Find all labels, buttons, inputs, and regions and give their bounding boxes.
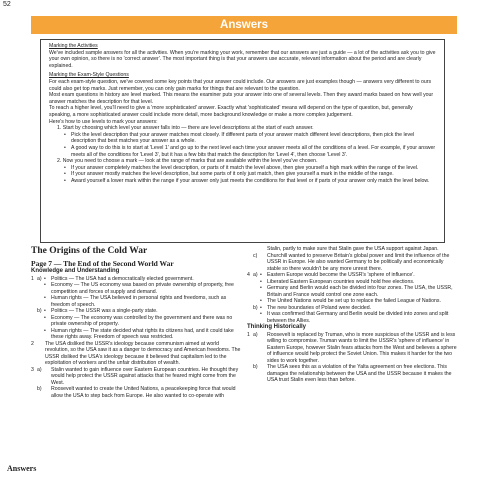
question-letter: b) [37,386,42,392]
question-number: 3 [31,366,34,373]
answers-banner: Answers [31,16,457,34]
answer-text: Stalin wanted to gain influence over Eastern European countries. He thought they would help protect the USSR against attacks that he feared might come from the West. [51,366,239,386]
exam-paragraph-2: Most exam questions in history are level marked. This means the examiner puts your answer into one of several levels. Then they award marks based on how well your answer matches the description for that level. [49,92,434,105]
list-item: • Human rights — The state decided what rights its citizens had, and it could take these rights away. Freedom of speech was restricted. [31,328,241,341]
step-2-bullet: • Award yourself a lower mark within the range if your answer only just meets the conditions for that level or if parts of your answer only match the level below. [71,178,436,185]
section-title: The Origins of the Cold War [31,246,148,256]
list-item: • Human rights — The USA believed in personal rights and freedoms, such as freedom of speech. [31,295,241,308]
question-letter: b) [253,304,258,311]
step-2-bullet: • If your answer completely matches the level description, or parts of it match the level above, then give yourself a high mark within the range of the level. [71,165,436,172]
marking-exam-heading: Marking the Exam-Style Questions [49,72,129,79]
step-2: 2. Now you need to choose a mark — look at the range of marks that are available within the level you've chosen. [57,158,318,165]
thinking-historically-heading: Thinking Historically [247,324,307,330]
answer-text: Stalin, partly to make sure that Stalin gave the USA support against Japan. [267,246,439,252]
marking-activities-heading: Marking the Activities [49,43,98,49]
question-3c [247,253,457,273]
step-1-bullet: • Pick the level description that your answer matches most closely. If different parts of your answer match different level descriptions, then pick the level description that best matches your answer as a whole. [71,132,436,145]
step-1-bullet: • A good way to do this is to start at 'Level 1' and go up to the next level each time your answer meets all of the conditions of a level. For example, if your answer meets all of the conditions for 'Level 3', but it has a few bits that match the description for 'Level 4', then choose 'Level 3'. [71,145,436,158]
left-column [31,246,241,399]
marking-guidance-box [40,39,445,243]
marking-activities-text: We've included sample answers for all the activities. When you're marking your work, remember that our answers are just a guide — a lot of the activities ask you to give your own opinion, so there is no 'correct answer'. The most important thing is that your answers use accurate, relevant information about the period and are clearly explained. [49,49,436,69]
question-letter: a) [253,272,258,278]
step-1: 1. Start by choosing which level your answer falls into — there are level descriptions at the start of each answer. [57,125,314,132]
right-column [247,246,457,384]
list-item: • The United Nations would be set up to replace the failed League of Nations. [247,298,457,305]
list-item: • The new boundaries of Poland were decided. [247,305,457,312]
question-letter: b) [253,364,258,370]
list-item: • Liberated Eastern European countries would hold free elections. [247,279,457,286]
list-item: • It was confirmed that Germany and Berlin would be divided into zones and split between the Allies. [247,311,457,324]
question-number: 1 [247,331,250,338]
answer-text: Churchill wanted to preserve Britain's global power and limit the influence of the USSR in Europe. He also wanted Germany to be politically and economically stable so there wouldn't be any more unrest there. [267,252,450,272]
question-3b [31,386,241,399]
question-2 [31,341,241,367]
question-number: 1 [31,275,34,282]
answer-text: The USA sees this as a violation of the Yalta agreement on free elections. This damages the relationship between the USA and the USSR because it makes the USA trust Stalin even less than before. [267,364,452,383]
question-th-1b [247,364,457,384]
knowledge-heading: Knowledge and Understanding [31,268,120,274]
question-3a [31,367,241,387]
answer-text: The USA disliked the USSR's ideology because communism aimed at world revolution, so the USA saw it as a danger to democracy and American freedoms. The USSR disliked the USA's ideology because it believed that capitalism led to the exploitation of workers and the unfair distribution of wealth. [45,340,241,366]
question-th-1a [247,332,457,365]
answer-text: Roosevelt is replaced by Truman, who is more suspicious of the USSR and is less willing to compromise. Truman wants to limit the USSR's 'sphere of influence' in Eastern Europe, however Stalin fears attacks from the West and believes a sphere of influence would help protect the Soviet Union. This makes it harder for the two sides to work together. [267,331,457,364]
step-2-bullet: • If your answer mostly matches the level description, but some parts of it only just match, then give yourself a mark in the middle of the range. [71,171,436,178]
question-number: 2 [31,340,34,347]
answer-text: Roosevelt wanted to create the United Nations, a peacekeeping force that would allow the USA to step back from Europe. He also wanted to co-operate with [51,386,236,399]
exam-paragraph-1: For each exam-style question, we've covered some key points that your answer could include. Our answers are just examples though — answers very different to ours could also get top marks. Just remember, you can only gain marks for things that are relevant to the question. [49,78,432,92]
list-item: • Economy — The economy was controlled by the government and there was no private ownership of property. [31,315,241,328]
exam-paragraph-4: Here's how to use levels to mark your answers: [49,118,158,125]
list-item: • Germany and Berlin would each be divided into four zones. The USA, the USSR, Britain and France would control one zone each. [247,285,457,298]
question-letter: c) [253,252,258,259]
footer-label: Answers [7,464,37,473]
question-letter: a) [253,331,258,338]
list-item: • Eastern Europe would become the USSR's 'sphere of influence'. [247,272,457,279]
page-number: 52 [3,1,11,8]
page-heading: Page 7 — The End of the Second World War [31,259,174,268]
question-number: 4 [247,272,250,278]
list-item: • Politics — The USSR was a single-party state. [31,308,241,315]
question-letter: a) [37,366,42,373]
exam-paragraph-3: To reach a higher level, you'll need to give a 'more sophisticated' answer. Exactly what 'sophisticated' means will depend on the type of question, but, generally speaking, a more sophisticated answer could include more detail, more background knowledge or make a more complex judgement. [49,105,413,118]
question-letter: a) [37,275,42,282]
question-letter: b) [37,308,42,314]
list-item: • Economy — The US economy was based on private ownership of property, free competition and forces of supply and demand. [31,282,241,295]
list-item: • Politics — The USA had a democratically elected government. [31,276,241,283]
